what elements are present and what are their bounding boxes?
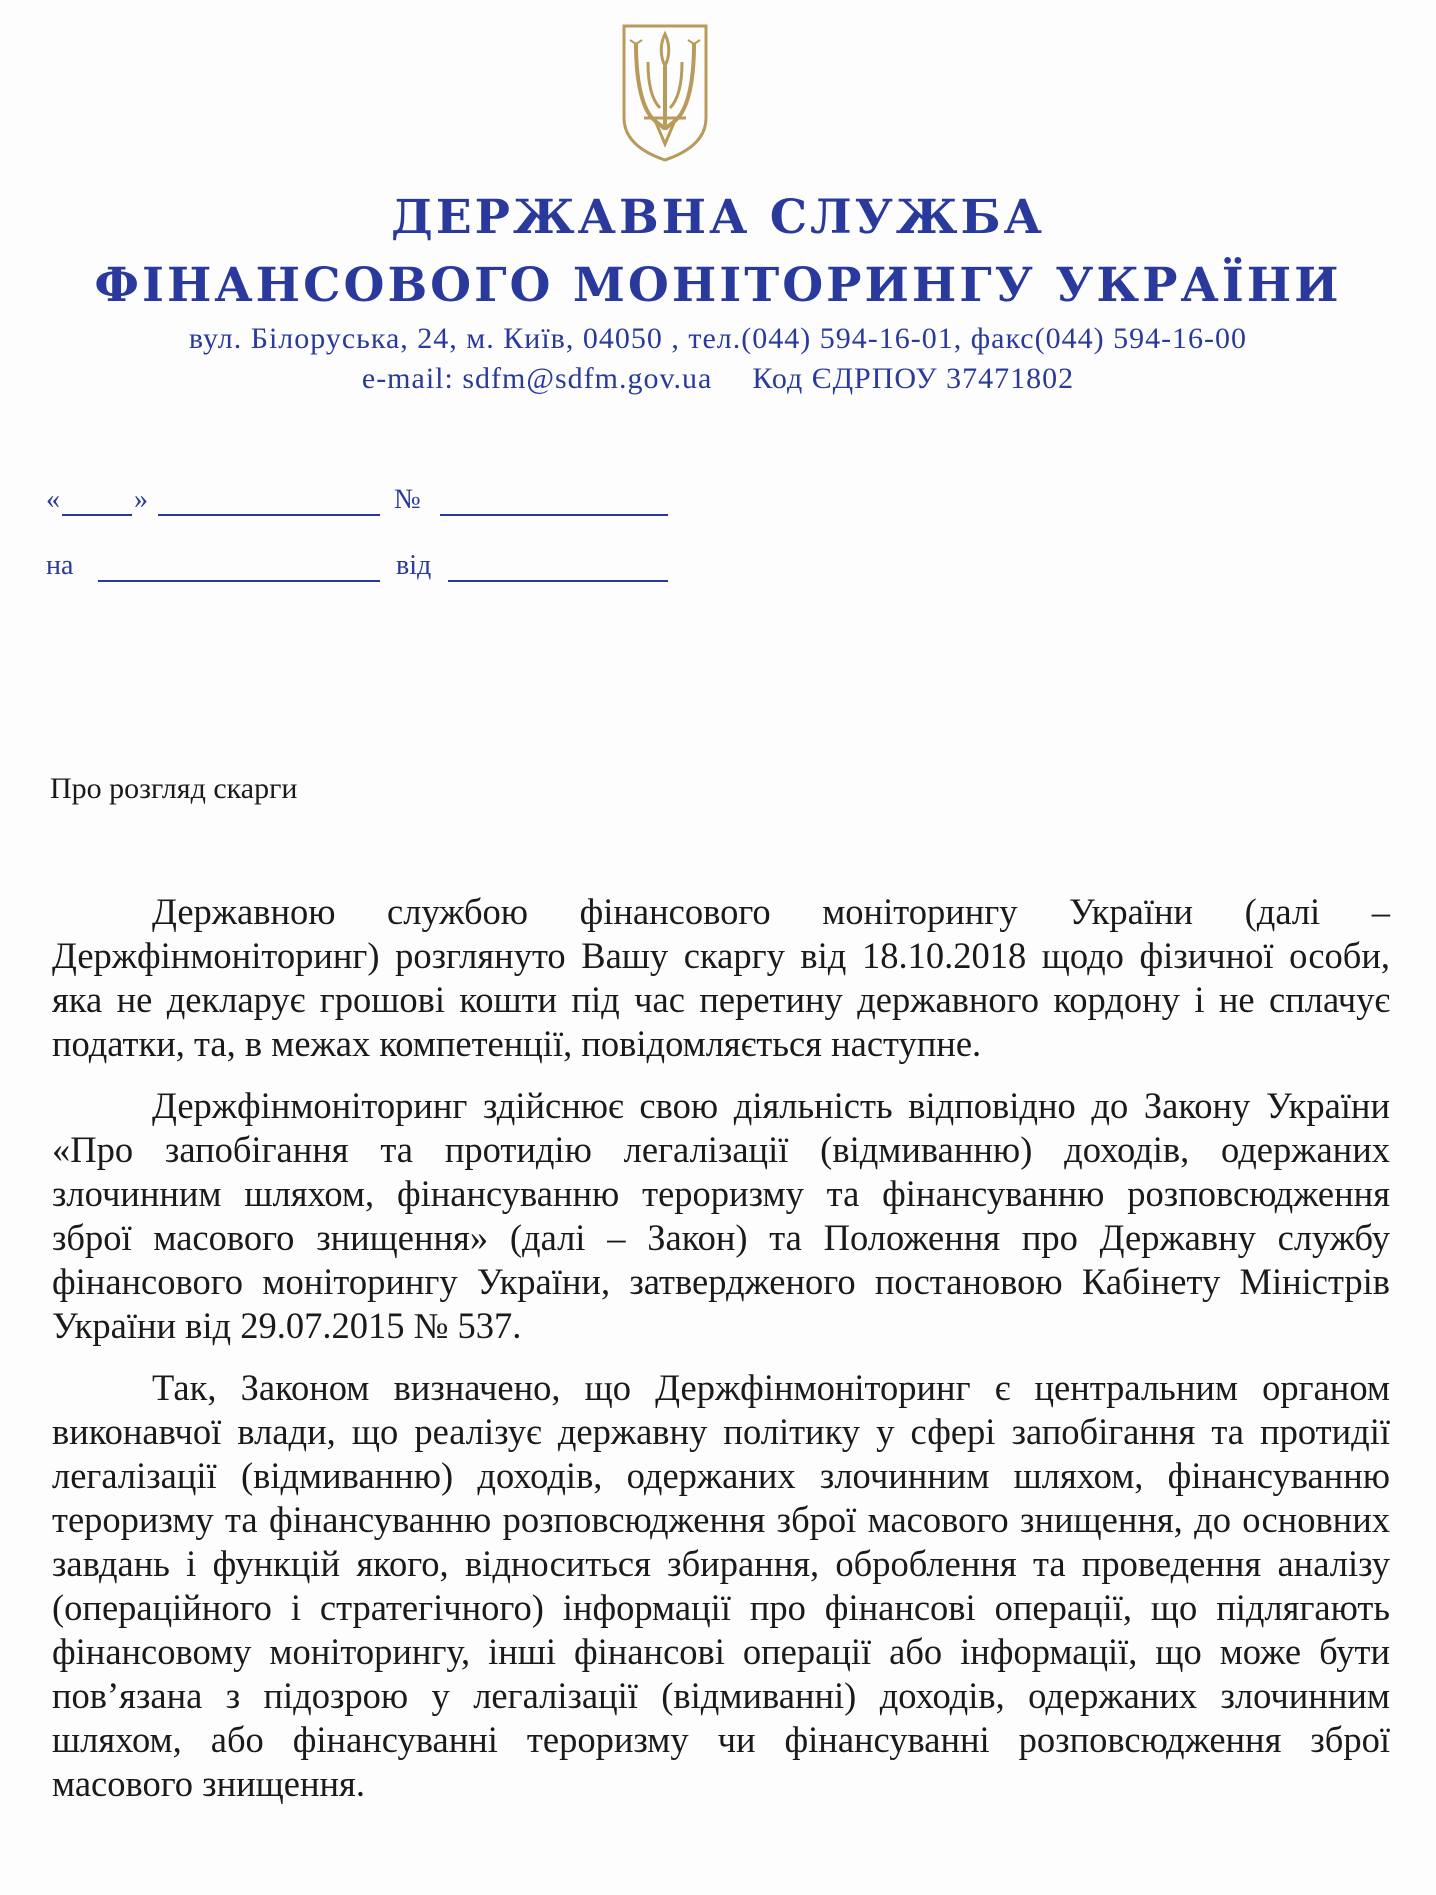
org-address: вул. Білоруська, 24, м. Київ, 04050 , тел.(044) 594-16-01, факс(044) 594-16-00 xyxy=(188,322,1248,355)
body-paragraph: Так, Законом визначено, що Держфінмоніторинг є центральним органом виконавчої влади, що реалізує державну політику у сфері запобігання та протидії легалізації (відмиванню) доходів, одержаних злочинним шляхом, фінансуванню тероризму та фінансуванню розповсюдження зброї масового знищення, до основних завдань і функцій якого, відноситься збирання, оброблення та проведення аналізу (операційного і стратегічного) інформації про фінансові операції, що підлягають фінансовому моніторингу, інші фінансові операції або інформації, що може бути пов’язана з підозрою у легалізації (відмиванні) доходів, одержаних злочинним шляхом, або фінансуванні тероризму чи фінансуванні розповсюдження зброї масового знищення. xyxy=(52,1367,1390,1804)
number-blank xyxy=(440,514,668,516)
date-close-quote: » xyxy=(134,484,148,515)
trident-emblem-icon xyxy=(618,22,712,164)
on-label: на xyxy=(46,550,74,581)
org-email: e-mail: sdfm@sdfm.gov.ua xyxy=(361,362,713,395)
from-label: від xyxy=(396,550,432,581)
org-edrpou: Код ЄДРПОУ 37471802 xyxy=(752,362,1075,395)
date-open-quote: « xyxy=(46,484,60,515)
letter-subject: Про розгляд скарги xyxy=(50,772,298,805)
outgoing-date-number-row xyxy=(46,484,686,524)
org-name-line2: ФІНАНСОВОГО МОНІТОРИНГУ УКРАЇНИ xyxy=(94,258,1342,313)
number-label: № xyxy=(394,484,421,515)
body-paragraph: Держфінмоніторинг здійснює свою діяльність відповідно до Закону України «Про запобігання та протидію легалізації (відмиванню) доходів, одержаних злочинним шляхом, фінансуванню тероризму та фінансуванню розповсюдження зброї масового знищення» (далі – Закон) та Положення про Державну службу фінансового моніторингу України, затвердженого постановою Кабінету Міністрів України від 29.07.2015 № 537. xyxy=(52,1085,1390,1346)
ref-date-blank xyxy=(448,580,668,582)
day-blank xyxy=(62,514,132,516)
incoming-ref-row xyxy=(46,550,686,590)
month-year-blank xyxy=(158,514,380,516)
body-paragraph: Державною службою фінансового моніторингу України (далі – Держфінмоніторинг) розглянуто Вашу скаргу від 18.10.2018 щодо фізичної особи, яка не декларує грошові кошти під час перетину державного кордону і не сплачує податки, та, в межах компетенції, повідомляється наступне. xyxy=(52,891,1390,1064)
org-name-line1: ДЕРЖАВНА СЛУЖБА xyxy=(391,190,1045,245)
org-contacts xyxy=(0,362,1436,396)
letter-body xyxy=(52,890,1390,1824)
ref-number-blank xyxy=(98,580,380,582)
